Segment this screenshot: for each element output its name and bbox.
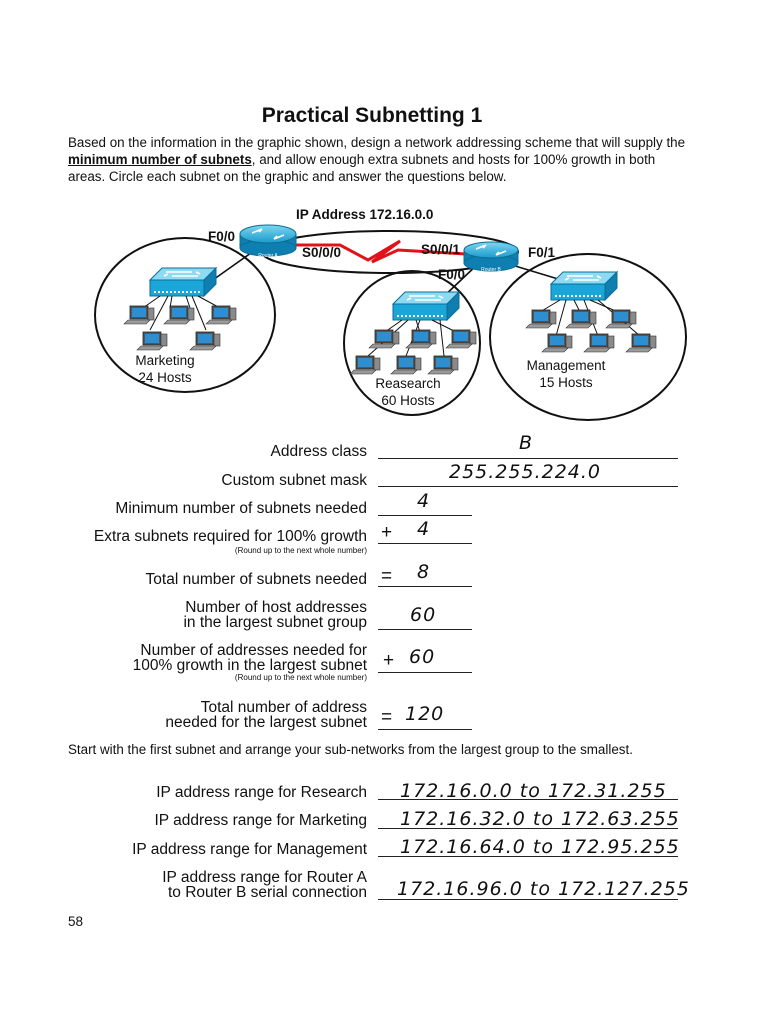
question-label-line: Number of host addresses [185,599,367,616]
group-hosts: 15 Hosts [539,375,593,390]
network-ip-address: IP Address 172.16.0.0 [296,207,434,222]
marketing-pc-icon [206,306,236,324]
rounding-note: (Round up to the next whole number) [234,673,367,682]
management-group-label [516,357,616,391]
answer-line [378,458,678,459]
intro-emphasis: minimum number of subnets [68,152,252,168]
rounding-note: (Round up to the next whole number) [234,546,367,555]
answer-growth-addresses: 60 [409,646,436,668]
router-b-serial-interface: S0/0/1 [421,242,461,257]
answer-line [378,629,472,630]
question-label-line: Number of addresses needed for [140,642,367,659]
answer-line [378,672,472,673]
arrangement-instruction: Start with the first subnet and arrange your sub-networks from the largest group to the smallest. [68,742,633,757]
router-a-icon [240,225,296,259]
research-switch-icon [393,292,459,320]
management-pc-icon [526,310,556,328]
marketing-group-label [115,352,215,386]
research-pc-icon [446,330,476,348]
router-b-icon [464,242,518,273]
page-title: Practical Subnetting 1 [261,104,483,127]
answer-total-addresses: 120 [405,703,445,725]
router-a-serial-interface: S0/0/0 [302,245,342,260]
marketing-pc-icon [190,332,220,350]
question-label: Address class [270,443,367,460]
router-a-name: Router A [258,253,278,259]
management-pc-icon [542,334,572,352]
equals-operator: = [381,707,393,728]
range-label: IP address range for Research [156,784,367,801]
range-label-line: IP address range for Router A [162,869,367,886]
question-label-line: 100% growth in the largest subnet [132,657,367,674]
answer-min-subnets: 4 [417,490,431,512]
research-pc-icon [369,330,399,348]
question-label-line: Total number of address [200,699,367,716]
answer-total-subnets: 8 [417,561,431,583]
answer-line [378,486,678,487]
answer-line [378,515,472,516]
group-name: Reasearch [375,376,441,391]
plus-operator: + [381,522,393,543]
research-pc-icon [391,356,421,374]
answer-serial-range: 172.16.96.0 to 172.127.255 [397,878,690,900]
answer-subnet-mask: 255.255.224.0 [449,461,602,483]
group-name: Management [526,358,606,373]
management-pc-icon [566,310,596,328]
research-group-label [358,375,458,409]
question-label: Minimum number of subnets needed [115,500,367,517]
research-pc-icon [428,356,458,374]
question-label [183,600,367,630]
marketing-switch-icon [150,268,216,296]
plus-operator: + [383,650,395,671]
answer-marketing-range: 172.16.32.0 to 172.63.255 [400,808,680,830]
intro-text-start: Based on the information in the graphic shown, design a network addressing scheme that will supply the [68,135,686,150]
answer-extra-subnets: 4 [417,518,431,540]
management-pc-icon [606,310,636,328]
range-label [162,870,367,900]
router-b-fa0-interface: F0/0 [438,267,466,282]
range-label: IP address range for Management [132,841,367,858]
research-pc-icon [406,330,436,348]
question-label [165,700,367,730]
intro-text-end: , and allow enough extra subnets and hosts for 100% growth in both areas. Circle each subnet on the graphic and answer the questions below. [68,152,656,185]
answer-host-addresses: 60 [410,604,437,626]
answer-research-range: 172.16.0.0 to 172.31.255 [400,780,667,802]
management-pc-icon [626,334,656,352]
question-label-line: needed for the largest subnet [165,714,367,731]
research-pc-icon [350,356,380,374]
answer-address-class: B [519,432,534,454]
router-b-fa1-interface: F0/1 [528,245,556,260]
router-b-name: Router B [481,267,501,273]
question-label-line: in the largest subnet group [183,614,367,631]
router-a-fa-interface: F0/0 [208,229,236,244]
answer-line [378,729,472,730]
equals-operator: = [381,566,393,587]
group-hosts: 24 Hosts [138,370,192,385]
management-switch-icon [551,272,617,300]
answer-line [378,543,472,544]
marketing-pc-icon [124,306,154,324]
group-name: Marketing [135,353,195,368]
question-label: Custom subnet mask [221,472,367,489]
group-hosts: 60 Hosts [381,393,435,408]
question-label: Extra subnets required for 100% growth [93,528,367,545]
range-label: IP address range for Marketing [154,812,367,829]
page-number: 58 [68,914,84,929]
answer-management-range: 172.16.64.0 to 172.95.255 [400,836,680,858]
question-label: Total number of subnets needed [145,571,367,588]
answer-line [378,586,472,587]
marketing-pc-icon [137,332,167,350]
management-pc-icon [584,334,614,352]
question-label [133,643,367,673]
range-label-line: to Router B serial connection [167,884,367,901]
marketing-pc-icon [164,306,194,324]
